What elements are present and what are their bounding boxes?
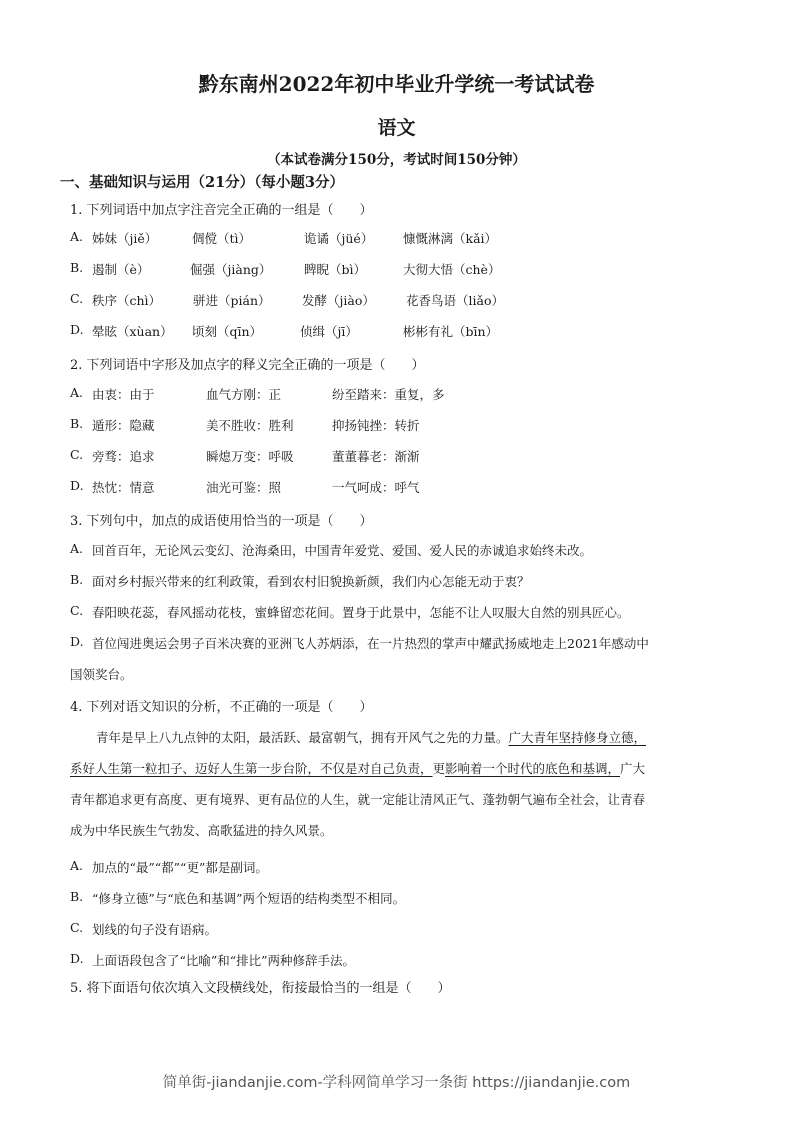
- option-label: C.: [70, 603, 84, 618]
- option-label: A.: [70, 541, 84, 556]
- option-label: D.: [70, 322, 84, 337]
- option-label: B.: [70, 889, 84, 904]
- option-item: 顷刻（qīn）: [192, 324, 263, 339]
- option-item: 姊妹（jiě）: [92, 231, 158, 246]
- option-item: 一气呵成：呼气: [332, 480, 420, 495]
- option-item: 倔强（jiàng）: [190, 262, 272, 277]
- option-item: 遁形：隐藏: [92, 418, 155, 433]
- question-4-stem: 4. 下列对语文知识的分析，不正确的一项是（ ）: [70, 700, 373, 715]
- passage-text: 青年是早上八九点钟的太阳，最活跃、最富朝气，拥有开风气之先的力量。: [96, 730, 509, 745]
- option-item: 诡谲（jüé）: [304, 231, 374, 246]
- option-item: 侦缉（jī）: [300, 324, 358, 339]
- passage-text: 成为中华民族生气勃发、高歌猛进的持久风景。: [70, 823, 333, 838]
- option-item: 遏制（è）: [92, 262, 150, 277]
- option-item: 瞬熄万变：呼吸: [206, 449, 294, 464]
- question-2-stem: 2. 下列词语中字形及加点字的释义完全正确的一项是（ ）: [70, 358, 425, 373]
- option-text: 面对乡村振兴带来的红利政策，看到农村旧貌换新颜，我们内心怎能无动于衷？: [92, 574, 530, 589]
- option-label: C.: [70, 920, 84, 935]
- option-item: 血气方刚：正: [206, 387, 282, 402]
- option-text: 首位闯进奥运会男子百米决赛的亚洲飞人苏炳添，在一片热烈的掌声中耀武扬威地走上2021年感动中: [92, 636, 649, 651]
- underlined-sentence: 影响着一个时代的底色和基调，: [445, 761, 621, 776]
- option-item: 倜傥（tì）: [192, 231, 252, 246]
- option-item: 美不胜收：胜利: [206, 418, 294, 433]
- option-item: 慷慨淋漓（kǎi）: [403, 231, 498, 246]
- question-5-stem: 5. 将下面语句依次填入文段横线处，衔接最恰当的一组是（ ）: [70, 981, 451, 996]
- option-label: A.: [70, 858, 84, 873]
- option-item: 纷至踏来：重复，多: [332, 387, 445, 402]
- option-item: 大彻大悟（chè）: [403, 262, 501, 277]
- option-text: 国领奖台。: [70, 667, 133, 682]
- question-3-stem: 3. 下列句中，加点的成语使用恰当的一项是（ ）: [70, 514, 373, 529]
- option-item: 旁骛：追求: [92, 449, 155, 464]
- option-label: D.: [70, 634, 84, 649]
- footer-watermark: 简单街-jiandanjie.com-学科网简单学习一条街 https://jiandanjie.com: [162, 1075, 631, 1091]
- option-label: D.: [70, 478, 84, 493]
- option-text: 回首百年，无论风云变幻、沧海桑田，中国青年爱党、爱国、爱人民的赤诚追求始终未改。: [92, 543, 593, 558]
- option-label: C.: [70, 291, 84, 306]
- exam-title: 黔东南州2022年初中毕业升学统一考试试卷: [198, 72, 595, 96]
- option-text: 春阳映花蕊，春风摇动花枝，蜜蜂留恋花间。置身于此景中，怎能不让人叹服大自然的别具匠心。: [92, 605, 630, 620]
- section-heading: 一、基础知识与运用（21分）（每小题3分）: [60, 174, 345, 191]
- passage-text: 青年都追求更有高度、更有境界、更有品位的人生，就一定能让清风正气、蓬勃朝气遍布全社会，让青春: [70, 792, 646, 807]
- option-text: 加点的“最”“都”“更”都是副词。: [92, 860, 268, 875]
- option-item: 油光可鉴：照: [206, 480, 282, 495]
- option-text: “修身立德”与“底色和基调”两个短语的结构类型不相同。: [92, 891, 406, 906]
- option-item: 抑扬钝挫：转折: [332, 418, 420, 433]
- option-item: 热忱：情意: [92, 480, 155, 495]
- passage-text: 广大: [620, 761, 646, 776]
- option-label: A.: [70, 385, 84, 400]
- option-label: A.: [70, 229, 84, 244]
- option-label: B.: [70, 572, 84, 587]
- option-label: D.: [70, 951, 84, 966]
- option-item: 发酵（jiào）: [302, 293, 375, 308]
- exam-note: （本试卷满分150分，考试时间150分钟）: [267, 152, 526, 168]
- option-item: 睥睨（bì）: [304, 262, 366, 277]
- passage-text: 更: [432, 761, 446, 776]
- option-label: B.: [70, 260, 84, 275]
- question-1-stem: 1. 下列词语中加点字注音完全正确的一组是（ ）: [70, 203, 373, 218]
- option-item: 骈进（pián）: [193, 293, 271, 308]
- option-item: 董董暮老：渐渐: [332, 449, 420, 464]
- option-item: 秩序（chì）: [92, 293, 162, 308]
- underlined-sentence: 广大青年坚持修身立德，: [508, 730, 647, 745]
- underlined-sentence: 系好人生第一粒扣子、迈好人生第一步台阶，不仅是对自己负责，: [70, 761, 433, 776]
- option-label: B.: [70, 416, 84, 431]
- option-text: 划线的句子没有语病。: [92, 922, 218, 937]
- option-item: 花香鸟语（liǎo）: [406, 293, 504, 308]
- option-item: 晕眩（xùan）: [92, 324, 173, 339]
- option-item: 由衷：由于: [92, 387, 155, 402]
- option-label: C.: [70, 447, 84, 462]
- q4-passage: [70, 722, 720, 846]
- subject-title: 语文: [377, 117, 416, 139]
- option-text: 上面语段包含了“比喻”和“排比”两种修辞手法。: [92, 953, 356, 968]
- option-item: 彬彬有礼（bīn）: [403, 324, 499, 339]
